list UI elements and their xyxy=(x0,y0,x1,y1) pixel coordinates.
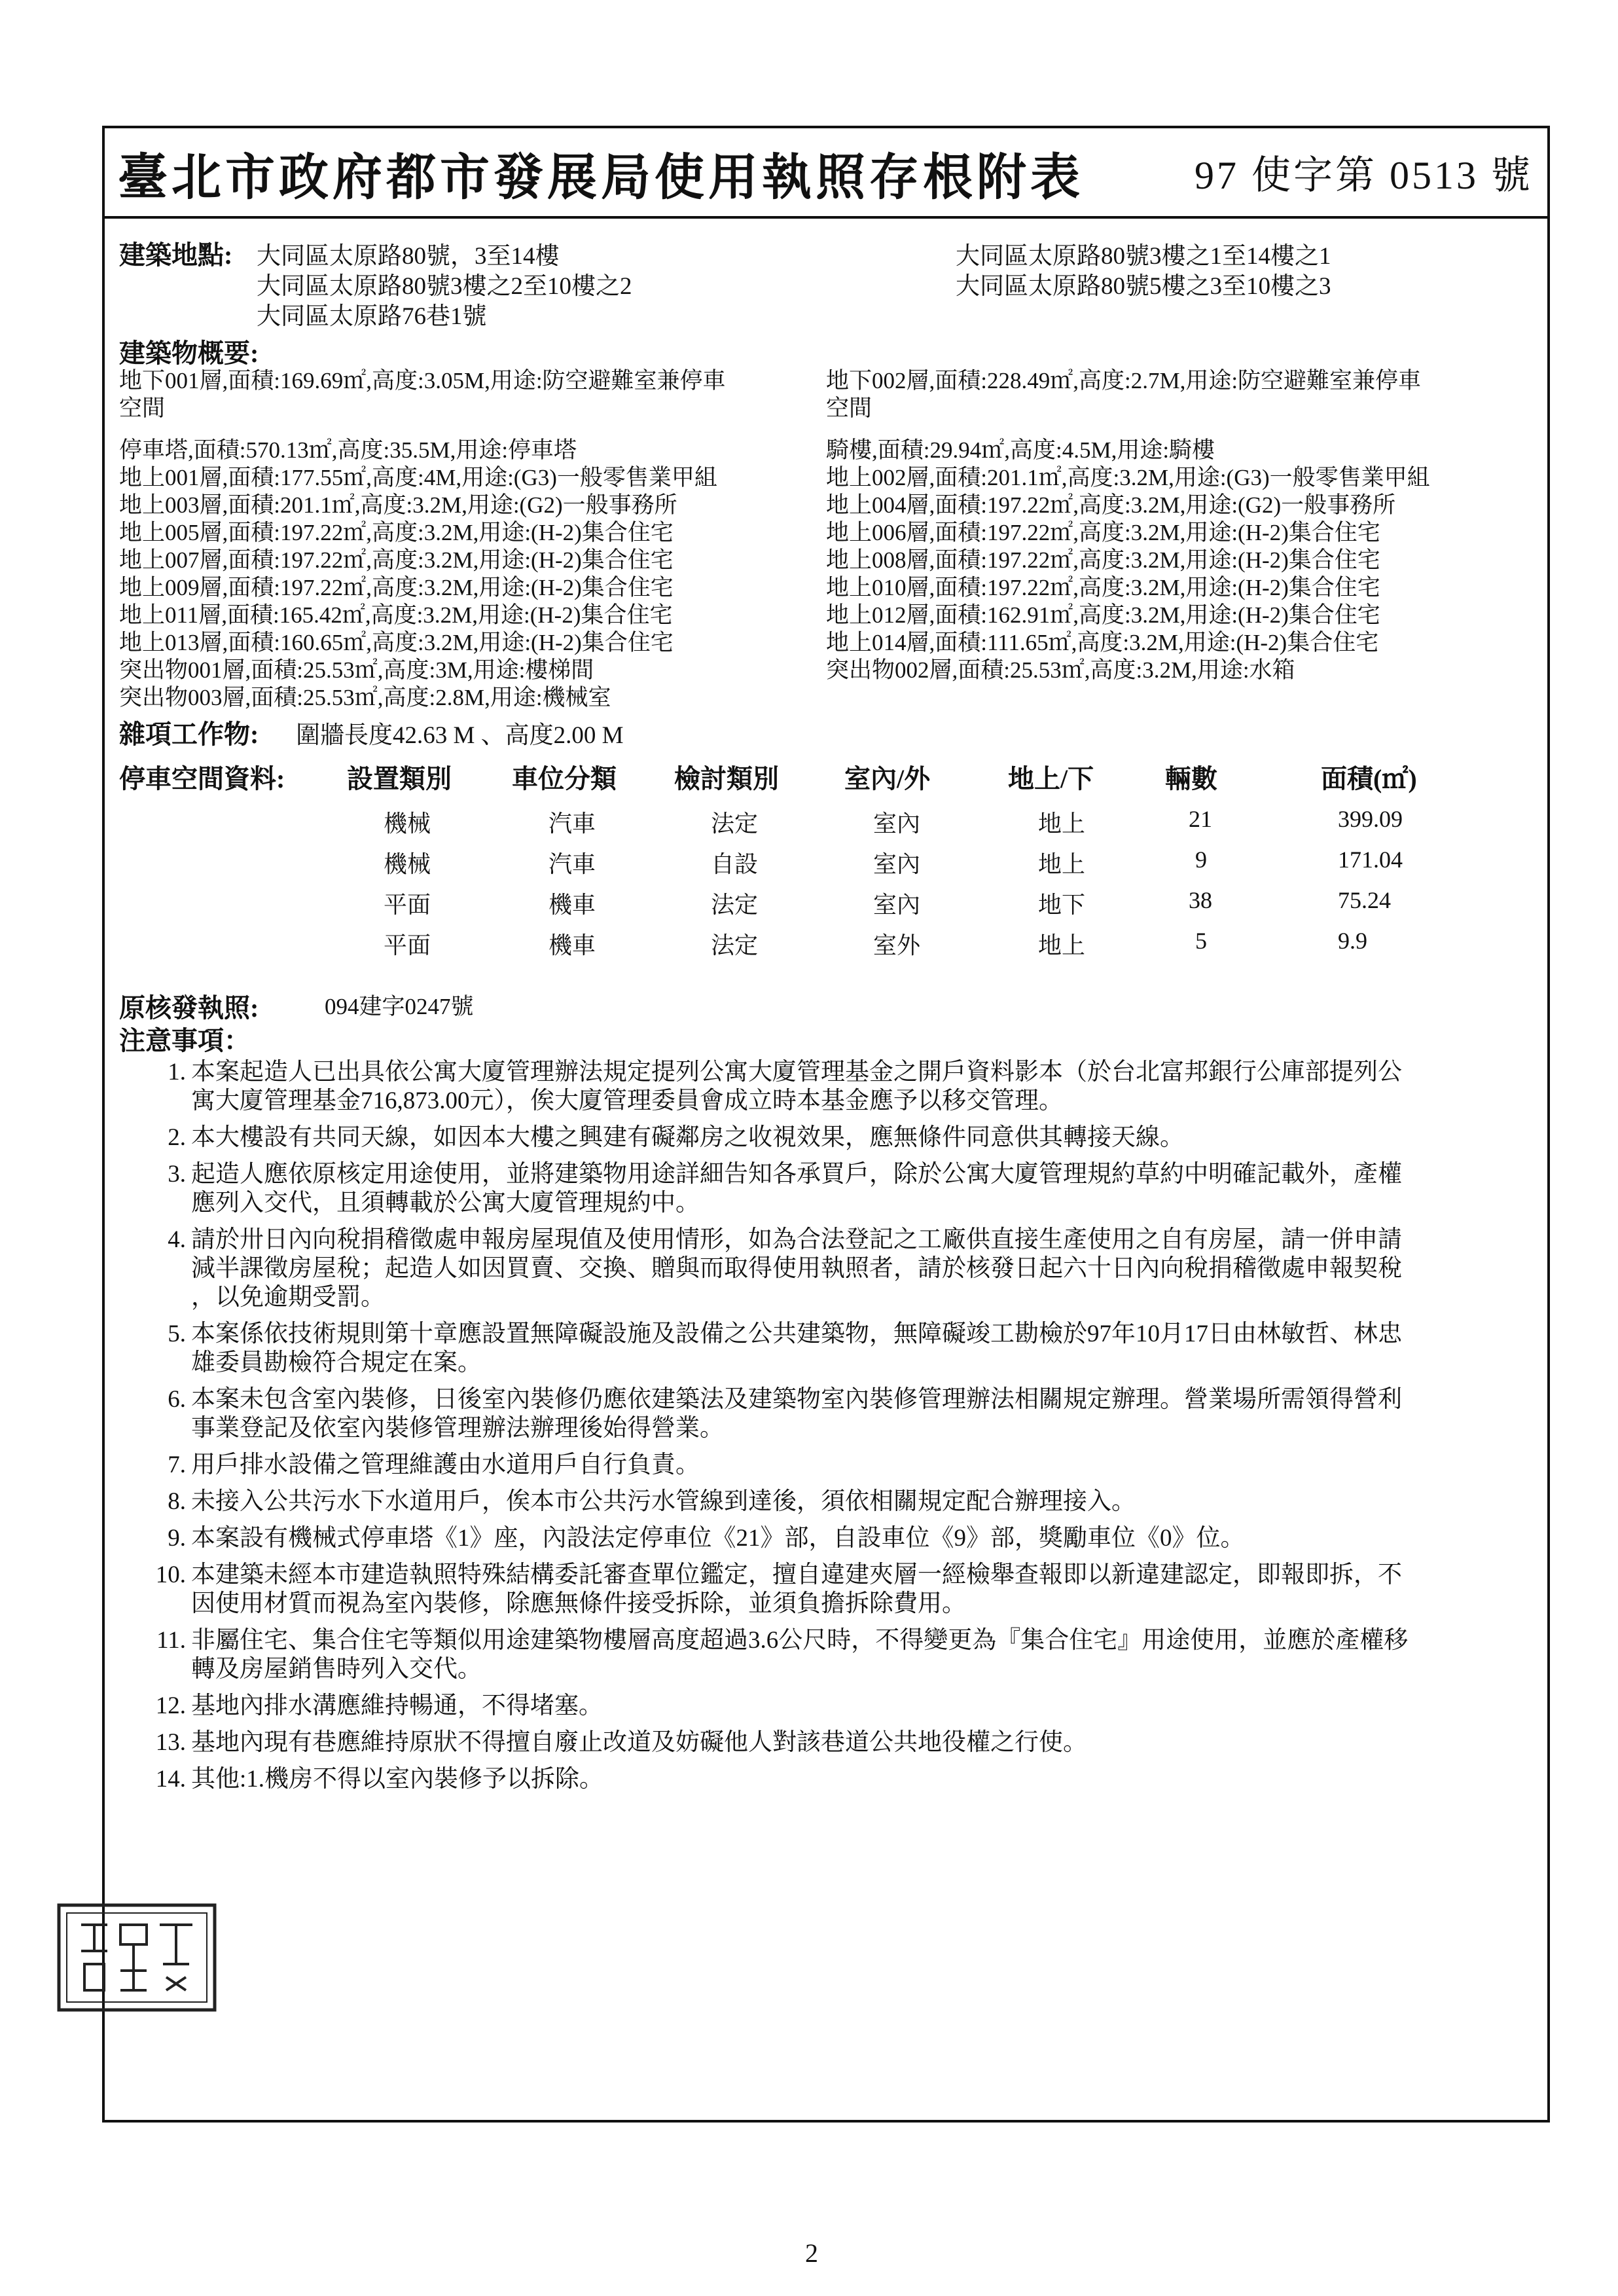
overview-left-9: 地上013層,面積:160.65㎡,高度:3.2M,用途:(H-2)集合住宅 xyxy=(119,630,674,655)
parking-cell: 機械 xyxy=(384,851,431,877)
parking-cell: 汽車 xyxy=(548,811,596,837)
location-address-3: 大同區太原路80號3樓之2至10樓之2 xyxy=(257,273,632,300)
note-item: 1. 本案起造人已出具依公寓大廈管理辦法規定提列公寓大廈管理基金之開戶資料影本（於台北富邦銀行公庫部提列公 寓大廈管理基金716,873.00元），俟大廈管理委員會成立時本基金應予以移交管理。 xyxy=(168,1059,1402,1114)
parking-cell: 地上 xyxy=(1038,811,1086,837)
overview-right-1: 空間 xyxy=(826,395,872,421)
parking-cell: 9 xyxy=(1195,847,1207,873)
note-item: 9. 本案設有機械式停車塔《1》座，內設法定停車位《21》部，自設車位《9》部，獎勵車位《0》位。 xyxy=(168,1525,1245,1552)
parking-cell: 平面 xyxy=(384,932,431,958)
parking-cell: 21 xyxy=(1189,806,1212,832)
overview-left-0: 地下001層,面積:169.69㎡,高度:3.05M,用途:防空避難室兼停車 xyxy=(119,368,726,393)
parking-cell: 自設 xyxy=(711,851,759,877)
parking-cell: 法定 xyxy=(711,811,759,837)
overview-left-5: 地上005層,面積:197.22㎡,高度:3.2M,用途:(H-2)集合住宅 xyxy=(119,520,674,545)
parking-cell: 9.9 xyxy=(1338,928,1367,954)
location-address-4: 大同區太原路80號5樓之3至10樓之3 xyxy=(956,273,1331,300)
note-item: 10. 本建築未經本市建造執照特殊結構委託審查單位鑑定，擅自違建夾層一經檢舉查報即以新違建認定，即報即拆，不 因使用材質而視為室內裝修，除應無條件接受拆除，並須負擔拆除費用。 xyxy=(155,1561,1402,1617)
parking-header-count: 輛數 xyxy=(1165,764,1217,793)
note-item: 6. 本案未包含室內裝修，日後室內裝修仍應依建築法及建築物室內裝修管理辦法相關規定辦理。營業場所需領得營利 事業登記及依室內裝修管理辦法辦理後始得營業。 xyxy=(168,1386,1402,1442)
note-item: 11. 非屬住宅、集合住宅等類似用途建築物樓層高度超過3.6公尺時，不得變更為『集合住宅』用途使用，並應於產權移 轉及房屋銷售時列入交代。 xyxy=(156,1627,1409,1683)
parking-cell: 399.09 xyxy=(1338,806,1403,832)
overview-left-7: 地上009層,面積:197.22㎡,高度:3.2M,用途:(H-2)集合住宅 xyxy=(119,575,674,600)
parking-cell: 地上 xyxy=(1038,932,1086,958)
parking-cell: 75.24 xyxy=(1338,887,1391,913)
parking-cell: 38 xyxy=(1189,887,1212,913)
overview-right-9: 地上014層,面積:111.65㎡,高度:3.2M,用途:(H-2)集合住宅 xyxy=(826,630,1379,655)
parking-label: 停車空間資料: xyxy=(119,764,285,793)
notes-list xyxy=(143,1058,1530,1802)
parking-cell: 法定 xyxy=(711,932,759,958)
overview-left-10: 突出物001層,面積:25.53㎡,高度:3M,用途:樓梯間 xyxy=(119,657,594,683)
header xyxy=(105,128,1547,219)
parking-cell: 機車 xyxy=(548,892,596,918)
location-label: 建築地點: xyxy=(119,240,233,270)
misc-label: 雜項工作物: xyxy=(119,720,259,749)
parking-cell: 室外 xyxy=(873,932,921,958)
original-license-label: 原核發執照: xyxy=(119,993,259,1023)
notes-label: 注意事項： xyxy=(119,1026,250,1055)
overview-left-3: 地上001層,面積:177.55㎡,高度:4M,用途:(G3)一般零售業甲組 xyxy=(119,465,717,490)
note-item: 7. 用戶排水設備之管理維護由水道用戶自行負責。 xyxy=(168,1451,700,1478)
page-title: 臺北市政府都市發展局使用執照存根附表 xyxy=(118,151,1084,206)
overview-label: 建築物概要: xyxy=(119,338,259,368)
parking-header-review: 檢討類別 xyxy=(674,764,779,793)
note-item: 2. 本大樓設有共同天線，如因本大樓之興建有礙鄰房之收視效果，應無條件同意供其轉接天線。 xyxy=(168,1124,1184,1151)
overview-right-3: 地上002層,面積:201.1㎡,高度:3.2M,用途:(G3)一般零售業甲組 xyxy=(826,465,1430,490)
parking-cell: 機車 xyxy=(548,932,596,958)
overview-right-7: 地上010層,面積:197.22㎡,高度:3.2M,用途:(H-2)集合住宅 xyxy=(826,575,1380,600)
overview-left-1: 空間 xyxy=(119,395,166,421)
page-number: 2 xyxy=(805,2238,818,2268)
overview-left-8: 地上011層,面積:165.42㎡,高度:3.2M,用途:(H-2)集合住宅 xyxy=(119,602,673,628)
note-item: 12. 基地內排水溝應維持暢通，不得堵塞。 xyxy=(155,1692,603,1719)
parking-cell: 171.04 xyxy=(1338,847,1403,873)
document-number: 97 使字第 0513 號 xyxy=(1195,154,1533,197)
overview-right-10: 突出物002層,面積:25.53㎡,高度:3.2M,用途:水箱 xyxy=(826,657,1295,683)
original-license-value: 094建字0247號 xyxy=(325,994,474,1019)
location-address-5: 大同區太原路76巷1號 xyxy=(257,303,487,330)
parking-cell: 地下 xyxy=(1038,892,1086,918)
document-frame xyxy=(102,126,1550,2123)
official-seal-icon xyxy=(55,1899,219,2016)
parking-header-category: 車位分類 xyxy=(512,764,617,793)
location-address-1: 大同區太原路80號，3至14樓 xyxy=(257,243,560,270)
note-item: 3. 起造人應依原核定用途使用，並將建築物用途詳細告知各承買戶，除於公寓大廈管理規約草約中明確記載外，產權 應列入交代，且須轉載於公寓大廈管理規約中。 xyxy=(168,1161,1402,1216)
overview-left-4: 地上003層,面積:201.1㎡,高度:3.2M,用途:(G2)一般事務所 xyxy=(119,492,677,518)
parking-cell: 室內 xyxy=(873,892,921,918)
parking-cell: 汽車 xyxy=(548,851,596,877)
parking-cell: 室內 xyxy=(873,811,921,837)
parking-header-area: 面積(㎡) xyxy=(1321,764,1417,793)
overview-right-0: 地下002層,面積:228.49㎡,高度:2.7M,用途:防空避難室兼停車 xyxy=(826,368,1422,393)
note-item: 13. 基地內現有巷應維持原狀不得擅自廢止改道及妨礙他人對該巷道公共地役權之行使。 xyxy=(155,1729,1087,1756)
overview-right-5: 地上006層,面積:197.22㎡,高度:3.2M,用途:(H-2)集合住宅 xyxy=(826,520,1380,545)
parking-cell: 5 xyxy=(1195,928,1207,954)
overview-left-2: 停車塔,面積:570.13㎡,高度:35.5M,用途:停車塔 xyxy=(119,437,577,463)
note-item: 14. 其他:1.機房不得以室內裝修予以拆除。 xyxy=(155,1766,604,1793)
parking-cell: 室內 xyxy=(873,851,921,877)
note-item: 4. 請於卅日內向稅捐稽徵處申報房屋現值及使用情形，如為合法登記之工廠供直接生產使用之自有房屋，請一併申請 減半課徵房屋稅；起造人如因買賣、交換、贈與而取得使用執照者，請於核發日起六十日內向稅捐稽徵處申報契稅 ，以免逾期受罰。 xyxy=(168,1226,1402,1311)
parking-header-type: 設置類別 xyxy=(347,764,452,793)
misc-value: 圍牆長度42.63 M 、高度2.00 M xyxy=(296,722,624,749)
overview-left-11: 突出物003層,面積:25.53㎡,高度:2.8M,用途:機械室 xyxy=(119,685,611,710)
note-item: 8. 未接入公共污水下水道用戶，俟本市公共污水管線到達後，須依相關規定配合辦理接入。 xyxy=(168,1488,1136,1515)
overview-right-6: 地上008層,面積:197.22㎡,高度:3.2M,用途:(H-2)集合住宅 xyxy=(826,547,1380,573)
note-item: 5. 本案係依技術規則第十章應設置無障礙設施及設備之公共建築物，無障礙竣工勘檢於97年10月17日由林敏哲、林忠 雄委員勘檢符合規定在案。 xyxy=(168,1321,1402,1376)
overview-right-2: 騎樓,面積:29.94㎡,高度:4.5M,用途:騎樓 xyxy=(826,437,1215,463)
parking-header-level: 地上/下 xyxy=(1008,764,1094,793)
overview-right-4: 地上004層,面積:197.22㎡,高度:3.2M,用途:(G2)一般事務所 xyxy=(826,492,1396,518)
parking-cell: 法定 xyxy=(711,892,759,918)
parking-cell: 平面 xyxy=(384,892,431,918)
parking-cell: 機械 xyxy=(384,811,431,837)
overview-left-6: 地上007層,面積:197.22㎡,高度:3.2M,用途:(H-2)集合住宅 xyxy=(119,547,674,573)
overview-right-8: 地上012層,面積:162.91㎡,高度:3.2M,用途:(H-2)集合住宅 xyxy=(826,602,1380,628)
location-address-2: 大同區太原路80號3樓之1至14樓之1 xyxy=(956,243,1331,270)
parking-cell: 地上 xyxy=(1038,851,1086,877)
parking-header-indoor: 室內/外 xyxy=(844,764,931,793)
